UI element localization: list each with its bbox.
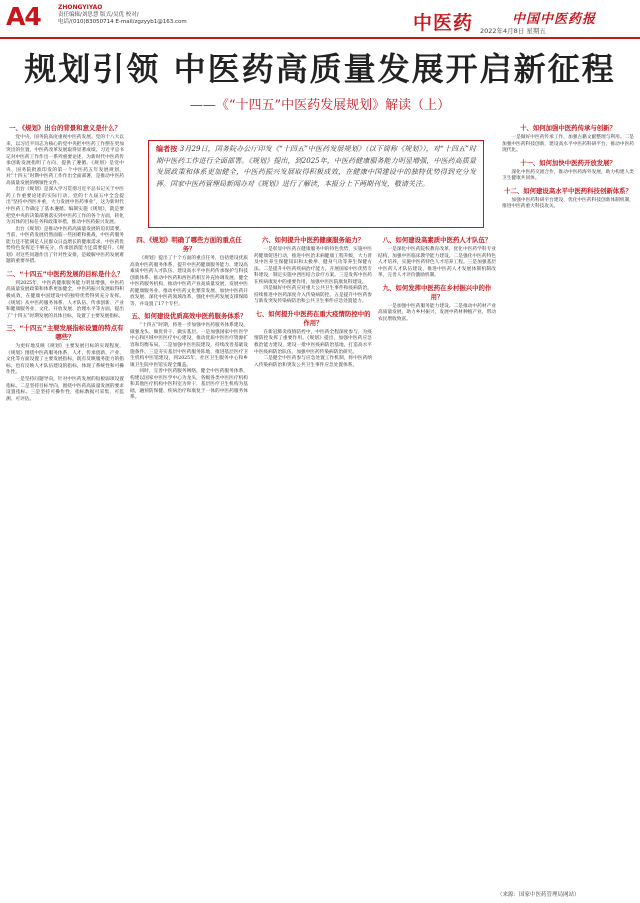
section-heading: 五、如何建设优质高效中医药服务体系？ (131, 312, 247, 321)
section-heading: 一、《规划》出台的背景和意义是什么？ (9, 124, 121, 132)
section-heading: 十一、如何加快中医药开放发展？ (520, 158, 616, 167)
editor-line: 责任编辑/刘思慧 版式/吴优 校对/ (58, 11, 139, 18)
body-paragraph: 《规划》提出了十个方面的重点任务，包括建设优质高效中医药服务体系、提升中医药健康服务能力、建设高素质中医药人才队伍、建设高水平中医药传承保护与科技创新体系、推动中医药和西医药相互补充协调发展、健全中医药服务机构、推动中医药产业高质量发展、发展中医药健康服务业、推动中医药文化繁荣发展、加快中医药开放发展、深化中医药领域改革、强化中医药发展支撑保障等，并设置了17个专栏。 (130, 256, 248, 307)
body-paragraph: “十四五”时期，将进一步加强中医药服务体系建设，做强龙头、做优骨干、做实基层。一是加强国家中医医学中心和区域中医医疗中心建设，推动优质中医医疗资源扩容和均衡布局。二是加强中医医院建设，持续改善基础设施条件。三是夯实基层中医药服务阵地，推进基层医疗卫生机构中医馆建设，到2025年，社区卫生服务中心和乡镇卫生院中医馆实现全覆盖。 (130, 323, 248, 368)
body-paragraph: 一是做好中医药传承工作，加强古籍文献整理与利用。二是加强中医药科技创新，建设高水平中医药科研平台，推动中医药现代化。 (502, 135, 634, 154)
section-heading: 三、“十四五”主要发展指标设置的特点有哪些？ (6, 324, 124, 342)
phone-line: 电话/(010)83050714 E-mail/zgzyyb1@163.com (58, 19, 187, 25)
column-1 (6, 120, 124, 890)
column-3 (254, 232, 372, 890)
column-2 (130, 232, 248, 890)
editor-note-text: 3月29日，国务院办公厅印发《“十四五”中医药发展规划》（以下简称《规划》），对“十四五”时期中医药工作进行全面部署。《规划》提出，到2025年，中医药健康服务能力明显增强，中医药高质量发展政策和体系更加健全，中医药振兴发展取得积极成效，在健康中国建设中的独特优势得到充分发挥。国家中医药管理局新闻办对《规划》进行了解读，本报分上下两期刊发，敬请关注。 (156, 145, 477, 188)
body-paragraph: 一是加强中医药服务能力建设。二是推动中药材产业高质量发展，助力乡村振兴，发展中药材种植产业，带动农民增收致富。 (378, 303, 496, 322)
body-paragraph: 一是坚持问题导向，针对中医药发展的短板弱项设置指标。二是坚持目标导向，围绕中医药高质量发展的要求设置指标。三是坚持可操作性，指标数据可采集、可监测、可评估。 (6, 376, 124, 402)
edition-en: ZHONGYIYAO (58, 4, 103, 11)
editor-note-box (148, 140, 484, 228)
body-paragraph: 深化中医药交流合作，推动中医药海外发展，助力构建人类卫生健康共同体。 (502, 169, 634, 182)
editor-note-label: 编者按 (156, 145, 178, 153)
section-heading: 二、“十四五”中医药发展的目标是什么？ (6, 269, 124, 278)
body-paragraph: 为更好地反映《规划》主要发展目标的实现程度，《规划》围绕中医药服务体系、人才、传承创新、产业、文化等方面设置了主要发展指标，既有反映服务能力的指标，也有反映人才队伍建设的指标，体现了系统性和可操作性。 (6, 344, 124, 376)
body-paragraph: 二是健全中医药参与应急处置工作机制，将中医药纳入传染病防治和突发公共卫生事件应急处置体系。 (254, 356, 372, 368)
body-paragraph: 党中央、国务院高度重视中医药发展。党的十八大以来，以习近平同志为核心的党中央把中医药工作摆在更加突出的位置，中医药改革发展取得显著成绩。习近平总书记对中医药工作作出一系列重要论述，为新时代中医药传承创新发展指明了方向、提供了遵循。《规划》是党中央、国务院批准印发的第一个中医药五年发展规划，对“十四五”时期中医药工作作出全面部署，是推动中医药高质量发展的纲领性文件。 (6, 135, 124, 186)
page-number: A4 (6, 2, 41, 31)
body-paragraph: 到2025年，中医药健康服务能力明显增强，中医药高质量发展政策和体系更加健全，中医药振兴发展取得积极成效，在健康中国建设中的独特优势得到充分发挥。《规划》从中医药服务体系、人才队伍、传承创新、产业和健康服务业、文化、开放发展、治理水平等方面，提出了“十四五”时期发展的具体目标，设置了主要发展指标。 (6, 280, 124, 319)
masthead (0, 0, 640, 40)
body-paragraph: 同时，完善中医药服务网络，健全中医药服务体系，构建以国家中医医学中心为龙头，各级各类中医医疗机构和其他医疗机构中医科室为骨干，基层医疗卫生机构为基础，融预防保健、疾病治疗和康复于一体的中医药服务体系。 (130, 369, 248, 401)
section-heading: 十二、如何建设高水平中医药科技创新体系？ (504, 186, 632, 195)
section-heading: 七、如何提升中医药在重大疫情防控中的作用？ (255, 309, 371, 327)
body-paragraph: 在新冠肺炎疫情防控中，中医药全程深度参与，为疫情防控发挥了重要作用。《规划》提出，加强中医药应急救治能力建设，建设一批中医疫病防治基地，打造高水平中医疫病防治队伍，加强中医药传染病防治研究。 (254, 329, 372, 355)
editor-info (58, 4, 187, 27)
subtitle: ——《“十四五”中医药发展规划》解读（上） (189, 98, 451, 113)
article-source: （来源：国家中医药管理局网站） (497, 892, 580, 898)
section-title: 中医药 (413, 12, 474, 34)
column-5 (502, 120, 634, 890)
body-paragraph: 一是深化中医药院校教育改革，优化中医药学科专业结构，加强中医临床教学能力建设。二是强化中医药特色人才培养，实施中医药特色人才培养工程。三是加强基层中医药人才队伍建设，推进中医药人才发展体制机制改革，完善人才评价激励机制。 (378, 247, 496, 279)
section-heading: 六、如何提升中医药健康服务能力？ (261, 236, 365, 244)
section-heading: 十、如何加强中医药传承与创新？ (520, 124, 616, 132)
section-heading: 八、如何建设高素质中医药人才队伍？ (382, 236, 492, 244)
headline: 规划引领 中医药高质量发展开启新征程 (24, 50, 616, 88)
body-paragraph: 加强中医药科研平台建设，优化中医药科技创新体制机制，推进中医药重大科技攻关。 (502, 197, 634, 210)
body-paragraph: 出台《规划》是推动中医药高质量发展的迫切需要。当前，中医药发展仍然面临一些困难和挑战，中医药服务能力还不能满足人民群众日益增长的健康需求，中医药优势特色发挥还不够充分，传承创新能力还需要提升。《规划》对这些问题作出了针对性安排，是破解中医药发展难题的重要举措。 (6, 226, 124, 265)
section-heading: 四、《规划》明确了哪些方面的重点任务？ (136, 236, 242, 253)
header-rule (0, 37, 640, 39)
body-paragraph: 一是彰显中医药在健康服务中的特色优势，实施中医药健康促进行动，推进中医治未病健康工程升级，大力普及中医养生保健知识和太极拳、健身气功等养生保健方法。二是提升中医药疾病治疗能力，开展国家中医优势专科建设，制定实施中西医结合诊疗方案。三是发挥中医药在疾病康复中的重要作用，加强中医医院康复科建设。 (254, 247, 372, 285)
newspaper-logo: 中国中医药报 (512, 12, 597, 27)
issue-date: 2022年4月8日 星期五 (480, 27, 546, 35)
section-heading: 九、如何发挥中医药在乡村振兴中的作用？ (382, 283, 492, 301)
body-paragraph: 四是做好中医药应对重大公共卫生事件和疫病防治，持续推进中医药深度介入传染病防控。五是提升中医药参与新发突发传染病防治和公共卫生事件应急处置能力。 (254, 286, 372, 305)
body-paragraph: 出台《规划》是深入学习贯彻习近平总书记关于中医药工作重要论述的实际行动。党的十九届五中全会提出“坚持中西医并重，大力发展中医药事业”，这为新时代中医药工作确定了基本遵循。编制实施《规划》，就是要把党中央的决策部署落实到中医药工作的各个方面，转化为具体的目标任务和政策举措，推动中医药振兴发展。 (6, 187, 124, 226)
column-4 (378, 232, 496, 890)
